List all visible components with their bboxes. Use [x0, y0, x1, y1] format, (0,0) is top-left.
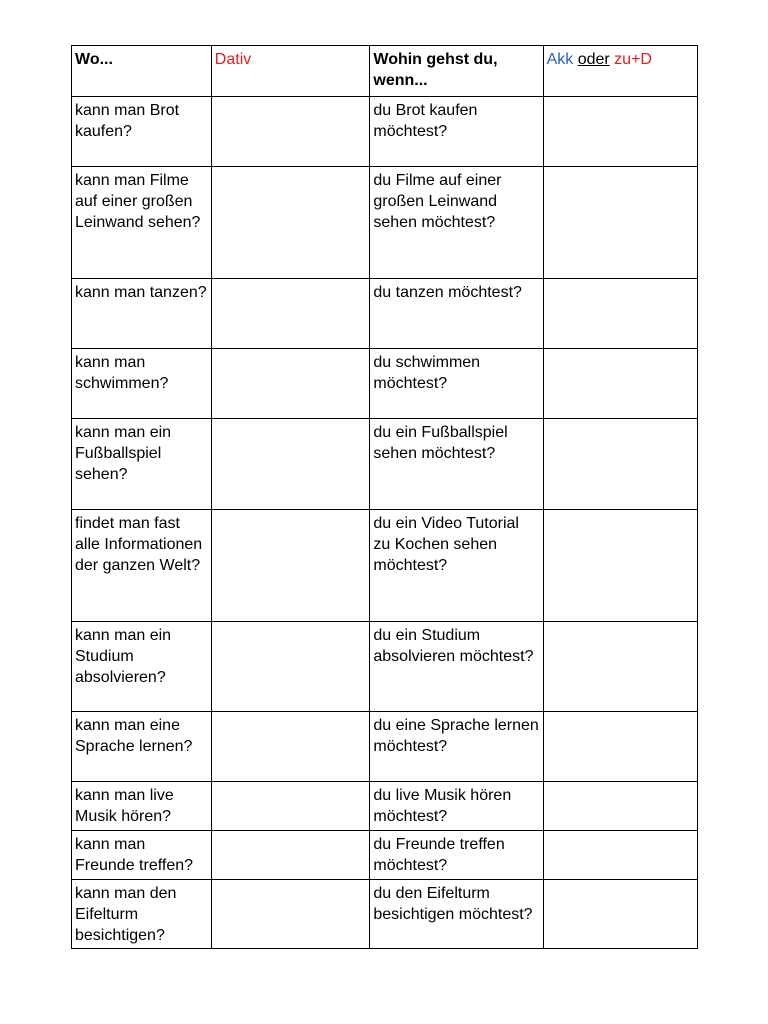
answer-cell: du eine Sprache lernen möchtest? — [370, 712, 543, 782]
question-cell: kann man Brot kaufen? — [72, 97, 212, 167]
question-cell: kann man ein Fußballspiel sehen? — [72, 419, 212, 510]
dativ-answer-cell[interactable] — [211, 782, 370, 831]
dativ-answer-cell[interactable] — [211, 349, 370, 419]
dativ-answer-cell[interactable] — [211, 167, 370, 279]
table-row — [72, 510, 698, 622]
answer-cell: du Brot kaufen möchtest? — [370, 97, 543, 167]
header-wo: Wo... — [72, 46, 212, 97]
table-row — [72, 622, 698, 712]
question-cell: kann man tanzen? — [72, 279, 212, 349]
table-row — [72, 712, 698, 782]
table-row — [72, 419, 698, 510]
exercise-table — [71, 45, 698, 949]
table-row — [72, 880, 698, 949]
header-row — [72, 46, 698, 97]
akk-answer-cell[interactable] — [543, 622, 697, 712]
table-row — [72, 167, 698, 279]
question-cell: kann man eine Sprache lernen? — [72, 712, 212, 782]
table-row — [72, 782, 698, 831]
oder-label: oder — [577, 51, 610, 68]
answer-cell: du den Eifelturm besichtigen möchtest? — [370, 880, 543, 949]
dativ-answer-cell[interactable] — [211, 510, 370, 622]
header-dativ — [211, 46, 370, 97]
header-akk-oder-zud — [543, 46, 697, 97]
akk-answer-cell[interactable] — [543, 782, 697, 831]
answer-cell: du schwimmen möchtest? — [370, 349, 543, 419]
akk-answer-cell[interactable] — [543, 510, 697, 622]
question-cell: kann man Filme auf einer großen Leinwand sehen? — [72, 167, 212, 279]
akk-answer-cell[interactable] — [543, 831, 697, 880]
dativ-answer-cell[interactable] — [211, 712, 370, 782]
dativ-answer-cell[interactable] — [211, 622, 370, 712]
akk-answer-cell[interactable] — [543, 279, 697, 349]
table-row — [72, 831, 698, 880]
answer-cell: du ein Video Tutorial zu Kochen sehen möchtest? — [370, 510, 543, 622]
answer-cell: du live Musik hören möchtest? — [370, 782, 543, 831]
answer-cell: du Filme auf einer großen Leinwand sehen möchtest? — [370, 167, 543, 279]
answer-cell: du ein Studium absolvieren möchtest? — [370, 622, 543, 712]
question-cell: kann man den Eifelturm besichtigen? — [72, 880, 212, 949]
dativ-answer-cell[interactable] — [211, 831, 370, 880]
answer-cell: du tanzen möchtest? — [370, 279, 543, 349]
question-cell: kann man Freunde treffen? — [72, 831, 212, 880]
akk-answer-cell[interactable] — [543, 712, 697, 782]
question-cell: kann man schwimmen? — [72, 349, 212, 419]
dativ-answer-cell[interactable] — [211, 419, 370, 510]
table-row — [72, 349, 698, 419]
akk-answer-cell[interactable] — [543, 349, 697, 419]
dativ-answer-cell[interactable] — [211, 880, 370, 949]
table-row — [72, 279, 698, 349]
dativ-answer-cell[interactable] — [211, 279, 370, 349]
dativ-label: Dativ — [214, 51, 252, 68]
question-cell: kann man live Musik hören? — [72, 782, 212, 831]
header-wohin: Wohin gehst du, wenn... — [370, 46, 543, 97]
answer-cell: du ein Fußballspiel sehen möchtest? — [370, 419, 543, 510]
zud-label: zu+D — [614, 51, 652, 68]
table-row — [72, 97, 698, 167]
akk-answer-cell[interactable] — [543, 167, 697, 279]
akk-answer-cell[interactable] — [543, 419, 697, 510]
akk-label: Akk — [546, 51, 574, 68]
akk-answer-cell[interactable] — [543, 97, 697, 167]
dativ-answer-cell[interactable] — [211, 97, 370, 167]
question-cell: findet man fast alle Informationen der ganzen Welt? — [72, 510, 212, 622]
answer-cell: du Freunde treffen möchtest? — [370, 831, 543, 880]
question-cell: kann man ein Studium absolvieren? — [72, 622, 212, 712]
akk-answer-cell[interactable] — [543, 880, 697, 949]
